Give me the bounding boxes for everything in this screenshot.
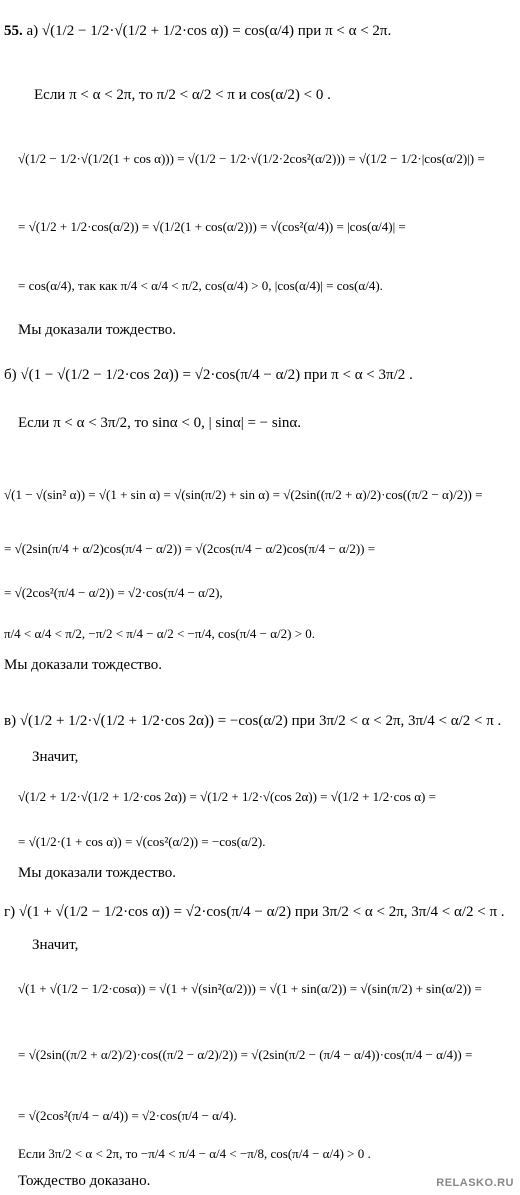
part-v-label: в) bbox=[4, 713, 17, 729]
part-g-label: г) bbox=[4, 904, 16, 920]
part-g-condition: 3π/2 < α < 2π, 3π/4 < α/2 < π . bbox=[322, 904, 505, 920]
problem-line-b bbox=[4, 366, 413, 384]
part-b-statement: √(1 − √(1/2 − 1/2·cos 2α)) = √2·cos(π/4 − α/2) bbox=[20, 367, 301, 383]
part-g-conclusion: Тождество доказано. bbox=[18, 1173, 151, 1189]
part-g-step3: = √(2cos²(π/4 − α/4)) = √2·cos(π/4 − α/4). bbox=[18, 1108, 237, 1123]
watermark: RELASKO.RU bbox=[436, 1177, 514, 1189]
part-g-step1: √(1 + √(1/2 − 1/2·cosα)) = √(1 + √(sin²(α/2))) = √(1 + sin(α/2)) = √(sin(π/2) + sin(α/2)) = bbox=[18, 981, 482, 996]
part-a-label: а) bbox=[26, 23, 39, 39]
part-g-condition-word: при bbox=[294, 904, 319, 920]
problem-number: 55. bbox=[4, 23, 23, 39]
part-a-condition-word: при bbox=[297, 23, 322, 39]
part-v-condition: 3π/2 < α < 2π, 3π/4 < α/2 < π . bbox=[318, 713, 502, 729]
part-b-if-line: Если π < α < 3π/2, то sinα < 0, | sinα| = − sinα. bbox=[18, 415, 302, 431]
part-b-step1: √(1 − √(sin² α)) = √(1 + sin α) = √(sin(π/2) + sin α) = √(2sin((π/2 + α)/2)·cos((π/2 − α)/2)) = bbox=[4, 487, 483, 502]
problem-line-v bbox=[4, 712, 501, 730]
part-b-conclusion: Мы доказали тождество. bbox=[4, 657, 162, 673]
part-g-statement: √(1 + √(1/2 − 1/2·cos α)) = √2·cos(π/4 − α/2) bbox=[18, 904, 292, 920]
part-v-conclusion: Мы доказали тождество. bbox=[18, 865, 176, 881]
part-a-step3: = cos(α/4), так как π/4 < α/4 < π/2, cos(α/4) > 0, |cos(α/4)| = cos(α/4). bbox=[18, 278, 383, 293]
part-g-step2: = √(2sin((π/2 + α/2)/2)·cos((π/2 − α/2)/2)) = √(2sin(π/2 − (π/4 − α/4))·cos(π/4 − α/4)) = bbox=[18, 1047, 473, 1062]
part-b-condition-word: при bbox=[303, 367, 328, 383]
part-b-step2: = √(2sin(π/4 + α/2)cos(π/4 − α/2)) = √(2cos(π/4 − α/2)cos(π/4 − α/2)) = bbox=[4, 541, 376, 556]
part-b-step4: π/4 < α/4 < π/2, −π/2 < π/4 − α/2 < −π/4, cos(π/4 − α/2) > 0. bbox=[4, 626, 316, 641]
part-v-condition-word: при bbox=[291, 713, 316, 729]
part-v-step1: √(1/2 + 1/2·√(1/2 + 1/2·cos 2α)) = √(1/2 + 1/2·√(cos 2α)) = √(1/2 + 1/2·cos α) = bbox=[18, 789, 436, 804]
part-a-step1: √(1/2 − 1/2·√(1/2(1 + cos α))) = √(1/2 − 1/2·√(1/2·2cos²(α/2))) = √(1/2 − 1/2·|cos(α/2)|) = bbox=[18, 151, 485, 166]
part-a-condition: π < α < 2π. bbox=[325, 23, 392, 39]
problem-line-g bbox=[4, 903, 505, 921]
problem-line-a bbox=[4, 22, 391, 40]
part-b-step3: = √(2cos²(π/4 − α/2)) = √2·cos(π/4 − α/2), bbox=[4, 585, 223, 600]
part-g-therefore: Значит, bbox=[32, 937, 79, 953]
part-a-if-line: Если π < α < 2π, то π/2 < α/2 < π и cos(α/2) < 0 . bbox=[34, 87, 331, 103]
part-v-step2: = √(1/2·(1 + cos α)) = √(cos²(α/2)) = −cos(α/2). bbox=[18, 834, 266, 849]
part-a-conclusion: Мы доказали тождество. bbox=[18, 322, 176, 338]
part-a-statement: √(1/2 − 1/2·√(1/2 + 1/2·cos α)) = cos(α/4) bbox=[41, 23, 295, 39]
part-v-statement: √(1/2 + 1/2·√(1/2 + 1/2·cos 2α)) = −cos(α/2) bbox=[19, 713, 288, 729]
part-b-condition: π < α < 3π/2 . bbox=[331, 367, 413, 383]
part-b-label: б) bbox=[4, 367, 17, 383]
part-v-therefore: Значит, bbox=[32, 749, 79, 765]
part-a-step2: = √(1/2 + 1/2·cos(α/2)) = √(1/2(1 + cos(α/2))) = √(cos²(α/4)) = |cos(α/4)| = bbox=[18, 219, 406, 234]
part-g-if-line: Если 3π/2 < α < 2π, то −π/4 < π/4 − α/4 < −π/8, cos(π/4 − α/4) > 0 . bbox=[18, 1146, 371, 1161]
